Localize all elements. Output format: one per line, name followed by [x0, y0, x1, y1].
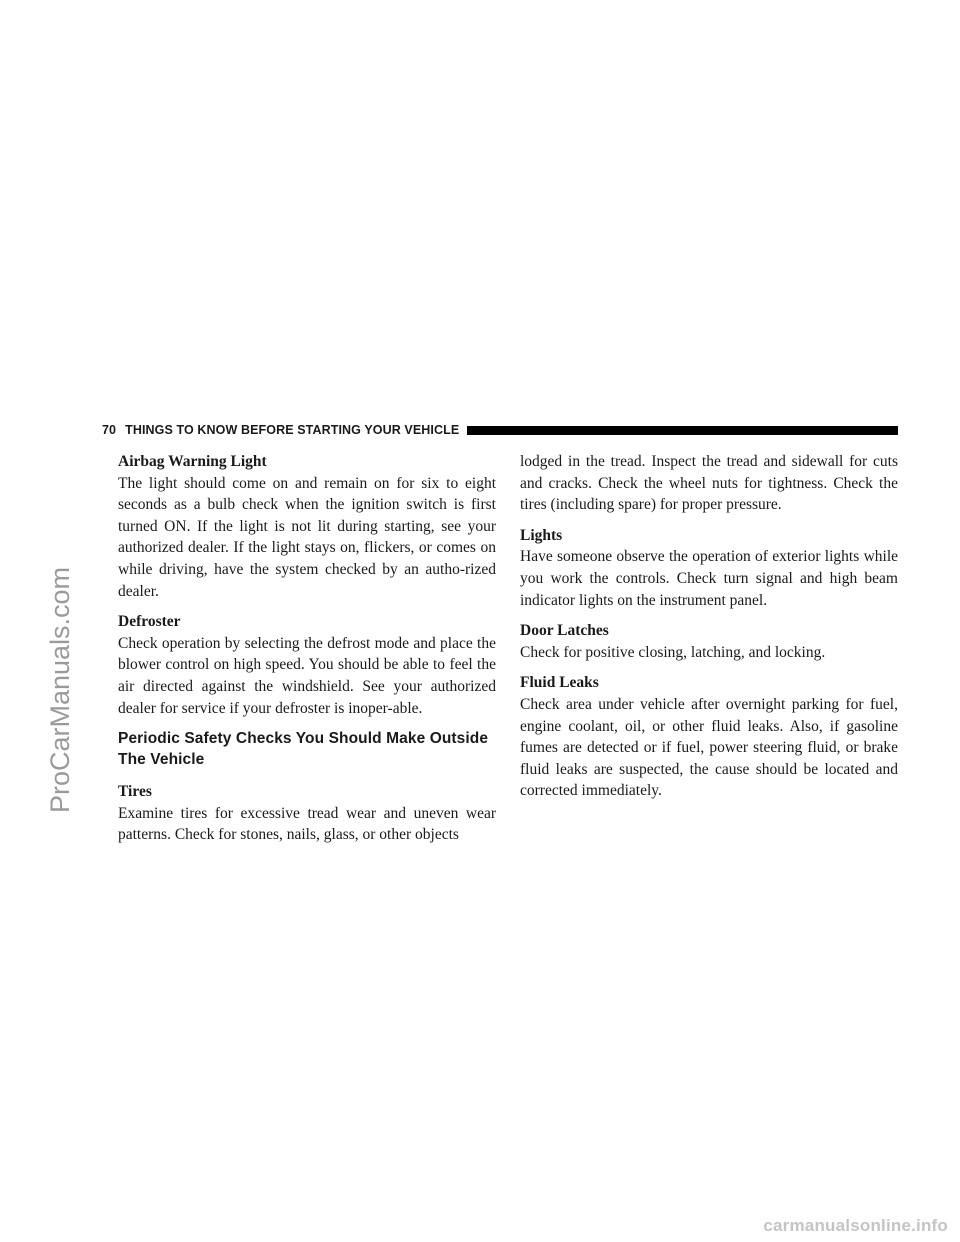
defroster-heading: Defroster: [118, 613, 181, 631]
airbag-warning-light-section: [118, 451, 496, 602]
page-header: [102, 422, 898, 438]
lights-heading: Lights: [520, 526, 563, 544]
fluid-leaks-section: [520, 672, 898, 802]
defroster-section: [118, 611, 496, 719]
periodic-safety-checks-heading: Periodic Safety Checks You Should Make Outside The Vehicle: [118, 730, 489, 769]
defroster-text: Check operation by selecting the defrost mode and place the blower control on high speed. You should be able to feel the air directed against the windshield. See your authorized dealer for service if your defroster is inoper-able.: [118, 634, 496, 717]
airbag-warning-light-text: The light should come on and remain on for six to eight seconds as a bulb check when the ignition switch is first turned ON. If the light is not lit during starting, see your authorized dealer. If the light stays on, flickers, or comes on while driving, have the system checked by an autho-rized dealer.: [118, 474, 496, 600]
door-latches-text: Check for positive closing, latching, and locking.: [520, 643, 826, 661]
right-column: [520, 451, 898, 811]
fluid-leaks-text: Check area under vehicle after overnight parking for fuel, engine coolant, oil, or other fluid leaks. Also, if gasoline fumes are detected or if fuel, power steering fluid, or brake fluid leaks are suspected, the cause should be located and corrected immediately.: [520, 695, 898, 800]
lights-section: [520, 525, 898, 611]
door-latches-section: [520, 620, 898, 663]
tires-continued-text: lodged in the tread. Inspect the tread and sidewall for cuts and cracks. Check the wheel nuts for tightness. Check the tires (including spare) for proper pressure.: [520, 453, 898, 514]
chapter-title: THINGS TO KNOW BEFORE STARTING YOUR VEHICLE: [125, 423, 460, 437]
bottom-watermark: carmanualsonline.info: [763, 1216, 948, 1235]
side-watermark-text: ProCarManuals.com: [45, 566, 75, 814]
left-column: [118, 451, 496, 855]
tires-section: [118, 781, 496, 846]
tires-text: Examine tires for excessive tread wear and uneven wear patterns. Check for stones, nails, glass, or other objects: [118, 804, 496, 844]
page-number: 70: [102, 423, 117, 437]
tires-continued-section: [520, 451, 898, 516]
airbag-warning-light-heading: Airbag Warning Light: [118, 453, 267, 470]
tires-heading: Tires: [118, 783, 152, 801]
door-latches-heading: Door Latches: [520, 622, 609, 640]
header-rule: [467, 426, 898, 435]
lights-text: Have someone observe the operation of exterior lights while you work the controls. Check turn signal and high beam indicator lights on the instrument panel.: [520, 548, 898, 609]
fluid-leaks-heading: Fluid Leaks: [520, 674, 599, 692]
